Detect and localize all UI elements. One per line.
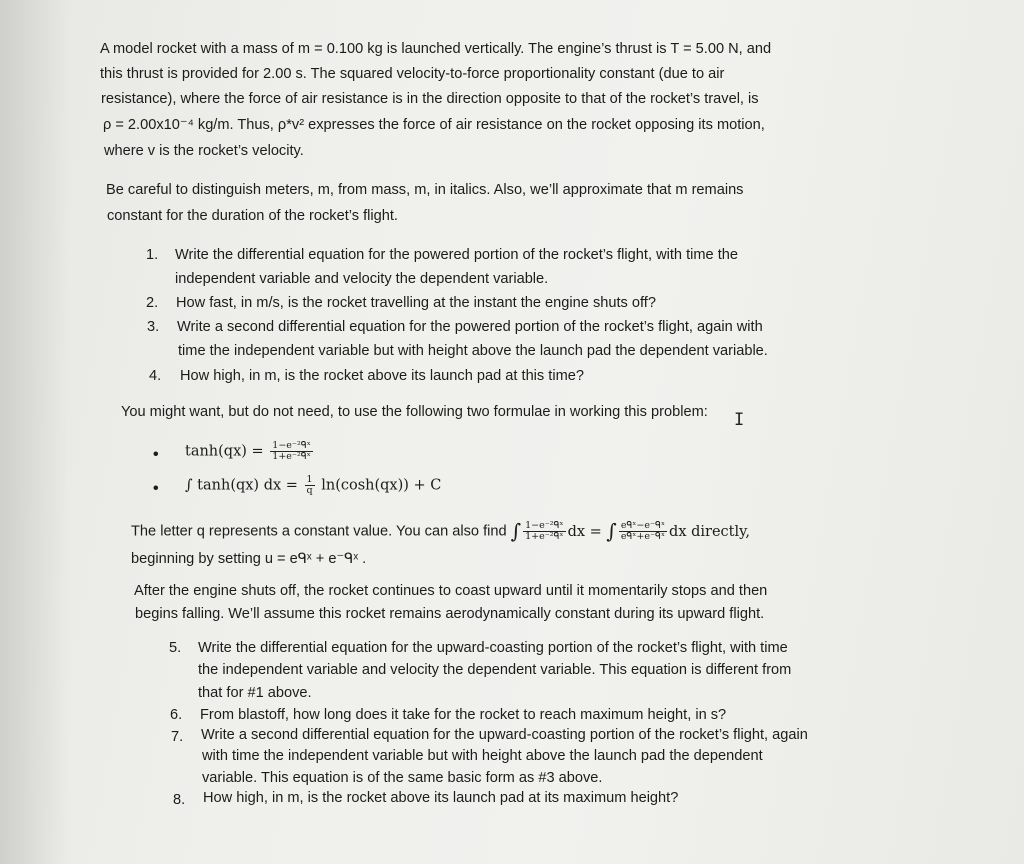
letter-q-line2: beginning by setting u = eᑫˣ + e⁻ᑫˣ . bbox=[131, 551, 367, 567]
fraction-denominator: q bbox=[306, 485, 313, 496]
question-line: Write a second differential equation for the upward-coasting portion of the rocket’s flight, again bbox=[201, 727, 808, 743]
intro-line: ρ = 2.00x10⁻⁴ kg/m. Thus, ρ*v² expresses the force of air resistance on the rocket opposing its motion, bbox=[103, 117, 765, 133]
page-shadow bbox=[0, 0, 70, 864]
question-number: 1. bbox=[146, 247, 159, 263]
question-number: 2. bbox=[146, 295, 159, 311]
question-line: Write a second differential equation for the powered portion of the rocket’s flight, again with bbox=[177, 319, 763, 335]
integral-expression: ∫ $\frac{\text{1−e⁻²ᑫˣ}}{\text{1+e⁻²ᑫˣ}}$ dx = ∫ $\frac{\text{eᑫˣ−e⁻ᑫˣ}}{\text{eᑫˣ+e⁻ᑫˣ}}$ dx directly, bbox=[510, 518, 750, 543]
question-line: How fast, in m/s, is the rocket travelling at the instant the engine shuts off? bbox=[176, 295, 656, 311]
formula-lhs: tanh(qx) = bbox=[185, 443, 264, 460]
fraction-numerator: eᑫˣ−e⁻ᑫˣ bbox=[620, 520, 666, 531]
formula-fraction bbox=[270, 441, 312, 462]
question-line: How high, in m, is the rocket above its launch pad at its maximum height? bbox=[203, 790, 679, 806]
question-line: How high, in m, is the rocket above its launch pad at this time? bbox=[180, 368, 584, 384]
question-line: that for #1 above. bbox=[198, 685, 312, 701]
question-number: 7. bbox=[171, 729, 184, 745]
question-line: Write the differential equation for the upward-coasting portion of the rocket’s flight, with time bbox=[198, 640, 788, 656]
question-line: From blastoff, how long does it take for the rocket to reach maximum height, in s? bbox=[200, 707, 727, 723]
question-line: Write the differential equation for the powered portion of the rocket’s flight, with time the bbox=[175, 247, 738, 263]
intro-line: resistance), where the force of air resistance is in the direction opposite to that of the rocket’s travel, is bbox=[101, 91, 759, 107]
question-line: the independent variable and velocity the dependent variable. This equation is different from bbox=[198, 662, 792, 678]
question-line: with time the independent variable but with height above the launch pad the dependent bbox=[202, 748, 763, 764]
formula-fraction bbox=[305, 475, 315, 496]
text-cursor-icon: I bbox=[734, 410, 745, 430]
formula-rhs: ln(cosh(qx)) + C bbox=[321, 477, 442, 494]
note-line: Be careful to distinguish meters, m, from mass, m, in italics. Also, we’ll approximate that m remains bbox=[106, 182, 744, 198]
question-line: independent variable and velocity the dependent variable. bbox=[175, 271, 549, 287]
intro-line: this thrust is provided for 2.00 s. The squared velocity-to-force proportionality constant (due to air bbox=[100, 66, 725, 82]
letter-q-text: The letter q represents a constant value. You can also find bbox=[131, 523, 507, 540]
bullet-icon: • bbox=[153, 480, 159, 497]
fraction-denominator: 1+e⁻²ᑫˣ bbox=[525, 531, 564, 542]
coast-line: begins falling. We’ll assume this rocket remains aerodynamically constant during its upward flight. bbox=[135, 606, 765, 622]
question-number: 3. bbox=[147, 319, 160, 335]
fraction-numerator: 1−e⁻²ᑫˣ bbox=[272, 440, 311, 451]
question-number: 6. bbox=[170, 707, 183, 723]
fraction-numerator: 1−e⁻²ᑫˣ bbox=[525, 520, 564, 531]
note-line: constant for the duration of the rocket’s flight. bbox=[107, 208, 398, 224]
formula-integral bbox=[185, 475, 441, 496]
letter-q-line bbox=[131, 518, 750, 543]
integral-equals: dx = bbox=[567, 523, 602, 540]
question-line: variable. This equation is of the same basic form as #3 above. bbox=[202, 770, 603, 786]
fraction-numerator: 1 bbox=[305, 475, 315, 486]
question-number: 5. bbox=[169, 640, 182, 656]
bullet-icon: • bbox=[153, 446, 159, 463]
fraction-denominator: 1+e⁻²ᑫˣ bbox=[272, 451, 311, 462]
intro-line: where v is the rocket’s velocity. bbox=[104, 143, 304, 159]
intro-line: A model rocket with a mass of m = 0.100 kg is launched vertically. The engine’s thrust is T = 5.00 N, and bbox=[100, 41, 772, 57]
question-line: time the independent variable but with height above the launch pad the dependent variable. bbox=[178, 343, 768, 359]
coast-line: After the engine shuts off, the rocket continues to coast upward until it momentarily stops and then bbox=[134, 583, 768, 599]
fraction-denominator: eᑫˣ+e⁻ᑫˣ bbox=[620, 531, 666, 542]
integral-suffix: dx directly, bbox=[669, 523, 750, 540]
formula-intro: You might want, but do not need, to use the following two formulae in working this problem: bbox=[121, 404, 708, 420]
question-number: 4. bbox=[149, 368, 162, 384]
formula-lhs: ∫ tanh(qx) dx = bbox=[185, 477, 298, 494]
question-number: 8. bbox=[173, 792, 186, 808]
formula-tanh bbox=[185, 441, 315, 462]
